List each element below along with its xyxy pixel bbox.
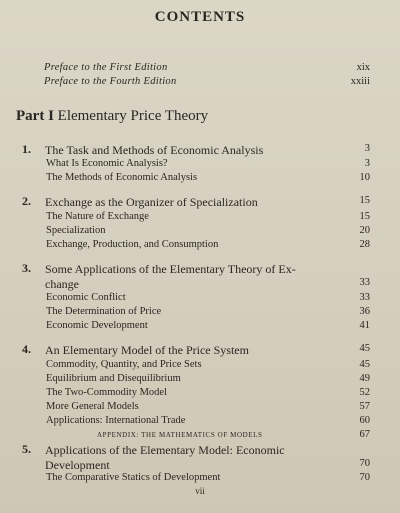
- appendix-label: APPENDIX: THE MATHEMATICS OF MODELS: [97, 431, 263, 439]
- toc-section-page: 57: [359, 401, 370, 412]
- chapter-4-number: 4.: [22, 342, 31, 356]
- toc-section: More General Models: [46, 401, 139, 412]
- toc-section-page: 36: [359, 306, 370, 317]
- toc-section: Exchange, Production, and Consumption: [46, 239, 219, 250]
- toc-section-page: 10: [359, 172, 370, 183]
- toc-section: The Two-Commodity Model: [46, 387, 167, 398]
- page-title: CONTENTS: [154, 9, 246, 25]
- toc-section: Applications: International Trade: [46, 415, 186, 426]
- toc-section: What Is Economic Analysis?: [46, 158, 168, 169]
- part-label: Part I: [16, 108, 54, 124]
- toc-section: The Comparative Statics of Development: [46, 472, 221, 483]
- toc-section-page: 49: [359, 373, 370, 384]
- preface-first-page: xix: [356, 62, 370, 73]
- page-number: vii: [195, 486, 205, 496]
- chapter-3-title-line1: Some Applications of the Elementary Theory of Ex-: [45, 262, 296, 276]
- chapter-5-number: 5.: [22, 442, 31, 456]
- chapter-4-page: 45: [359, 343, 370, 354]
- chapter-5-title-line2: Development: [45, 458, 110, 472]
- chapter-3-title-line2: change: [45, 277, 79, 291]
- chapter-3-page: 33: [359, 277, 370, 288]
- toc-section: Specialization: [46, 225, 106, 236]
- toc-section: Economic Conflict: [46, 292, 126, 303]
- toc-section-page: 60: [359, 415, 370, 426]
- appendix-page: 67: [359, 429, 370, 440]
- toc-section-page: 28: [359, 239, 370, 250]
- toc-section-page: 41: [359, 320, 370, 331]
- toc-section-page: 52: [359, 387, 370, 398]
- toc-section-page: 70: [359, 472, 370, 483]
- toc-section-page: 3: [364, 158, 370, 169]
- toc-section-page: 15: [359, 211, 370, 222]
- part-heading: [16, 108, 208, 125]
- toc-section-page: 33: [359, 292, 370, 303]
- chapter-2-title: Exchange as the Organizer of Specialization: [45, 195, 258, 209]
- chapter-5-page: 70: [359, 458, 370, 469]
- preface-fourth-label: Preface to the Fourth Edition: [44, 76, 177, 87]
- toc-section: Commodity, Quantity, and Price Sets: [46, 359, 202, 370]
- toc-section: The Determination of Price: [46, 306, 162, 317]
- chapter-1-title: The Task and Methods of Economic Analysis: [45, 143, 264, 157]
- toc-section-page: 45: [359, 359, 370, 370]
- toc-section: The Nature of Exchange: [46, 211, 149, 222]
- chapter-2-page: 15: [359, 195, 370, 206]
- preface-fourth-page: xxiii: [350, 76, 370, 87]
- chapter-5-title-line1: Applications of the Elementary Model: Economic: [45, 443, 285, 457]
- toc-section: Equilibrium and Disequilibrium: [46, 373, 181, 384]
- preface-first-label: Preface to the First Edition: [44, 62, 168, 73]
- chapter-3-number: 3.: [22, 261, 31, 275]
- toc-section-page: 20: [359, 225, 370, 236]
- chapter-1-page: 3: [364, 143, 370, 154]
- chapter-2-number: 2.: [22, 194, 31, 208]
- part-title: Elementary Price Theory: [57, 108, 209, 124]
- toc-section: The Methods of Economic Analysis: [46, 172, 198, 183]
- toc-section: Economic Development: [46, 320, 148, 331]
- chapter-4-title: An Elementary Model of the Price System: [45, 343, 249, 357]
- chapter-1-number: 1.: [22, 142, 31, 156]
